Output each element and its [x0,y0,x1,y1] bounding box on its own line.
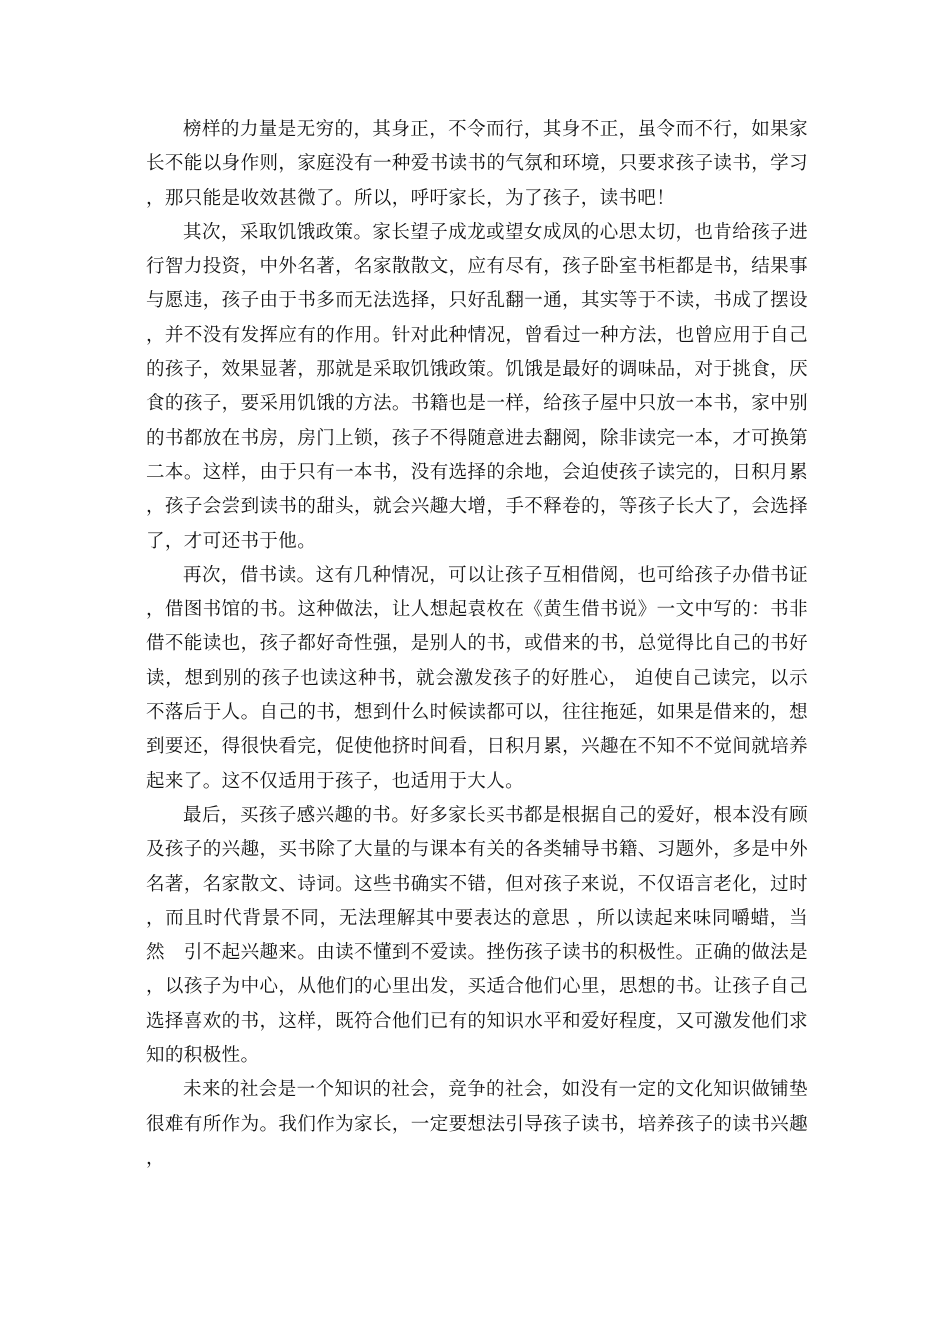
paragraph-future-society: 未来的社会是一个知识的社会，竞争的社会，如没有一定的文化知识做铺垫很难有所作为。我们作为家长，一定要想法引导孩子读书，培养孩子的读书兴趣， [146,1079,808,1169]
paragraph-role-model: 榜样的力量是无穷的，其身正，不令而行，其身不正，虽令而不行，如果家长不能以身作则，家庭没有一种爱书读书的气氛和环境，只要求孩子读书，学习，那只能是收效甚微了。所以，呼吁家长，为了孩子，读书吧！ [146,119,808,209]
paragraph-borrow-books: 再次，借书读。这有几种情况，可以让孩子互相借阅，也可给孩子办借书证，借图书馆的书。这种做法，让人想起袁枚在《黄生借书说》一文中写的：书非借不能读也，孩子都好奇性强，是别人的书，或借来的书，总觉得比自己的书好读，想到别的孩子也读这种书，就会激发孩子的好胜心， 迫使自己读完，以示不落后于人。自己的书，想到什么时候读都可以，往往拖延，如果是借来的，想到要还，得很快看完，促使他挤时间看，日积月累，兴趣在不知不不觉间就培养起来了。这不仅适用于孩子，也适用于大人。 [146,564,808,792]
paragraph-hunger-policy: 其次，采取饥饿政策。家长望子成龙或望女成凤的心思太切，也肯给孩子进行智力投资，中外名著，名家散散文，应有尽有，孩子卧室书柜都是书，结果事与愿违，孩子由于书多而无法选择，只好乱翻一通，其实等于不读，书成了摆设，并不没有发挥应有的作用。针对此种情况，曾看过一种方法，也曾应用于自己的孩子，效果显著，那就是采取饥饿政策。饥饿是最好的调味品，对于挑食，厌食的孩子，要采用饥饿的方法。书籍也是一样，给孩子屋中只放一本书，家中别的书都放在书房，房门上锁，孩子不得随意进去翻阅，除非读完一本，才可换第二本。这样，由于只有一本书，没有选择的余地，会迫使孩子读完的，日积月累，孩子会尝到读书的甜头，就会兴趣大增，手不释卷的，等孩子长大了，会选择了，才可还书于他。 [146,221,808,552]
article-body [146,113,808,1176]
paragraph-buy-interesting-books: 最后，买孩子感兴趣的书。好多家长买书都是根据自己的爱好，根本没有顾及孩子的兴趣，买书除了大量的与课本有关的各类辅导书籍、习题外，多是中外名著，名家散文、诗词。这些书确实不错，但对孩子来说，不仅语言老化，过时，而且时代背景不同，无法理解其中要表达的意思 ，所以读起来味同嚼蜡，当然 引不起兴趣来。由读不懂到不爱读。挫伤孩子读书的积极性。正确的做法是，以孩子为中心，从他们的心里出发，买适合他们心里，思想的书。让孩子自己选择喜欢的书，这样，既符合他们已有的知识水平和爱好程度，又可激发他们求知的积极性。 [146,804,808,1067]
